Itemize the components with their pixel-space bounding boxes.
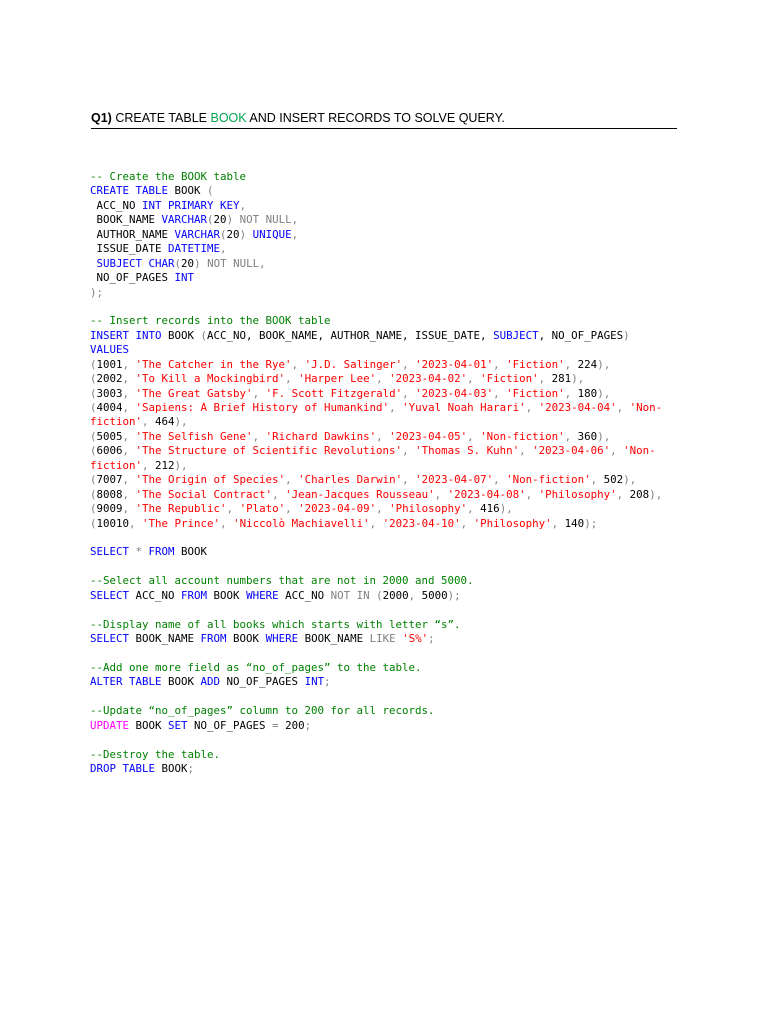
code-line [90,401,690,415]
code-token: 'Plato' [239,502,286,516]
code-line [90,762,690,776]
code-token: 'Sapiens: A Brief History of Humankind' [135,401,390,414]
code-line [90,213,690,227]
code-token: FROM [148,545,175,559]
code-token: BOOK_NAME [129,632,201,645]
code-token: WHERE [246,588,279,602]
code-token: NOT IN ( [330,588,383,602]
code-token: , [239,198,247,212]
code-token: BOOK [207,588,247,602]
code-token: 4004 [96,401,123,414]
code-token: 1001 [96,357,123,371]
code-token: -- Create the BOOK table [90,170,247,183]
code-token: ), [597,357,611,371]
code-token: 360 [577,429,598,443]
code-token: '2023-04-06' [532,444,611,458]
code-token: , [460,516,474,530]
code-token: BOOK [129,718,169,732]
code-token: , [122,487,136,501]
code-token: ACC_NO, BOOK_NAME, AUTHOR_NAME, ISSUE_DATE, [207,328,494,342]
code-token: = [272,718,286,732]
code-token: fiction' [90,415,143,429]
code-token: ( [90,372,97,386]
code-token: 'Fiction' [480,372,539,386]
code-token: 281 [551,372,572,386]
code-token: ACC_NO [278,588,331,602]
code-token: ( [220,227,227,241]
code-token: 5005 [96,429,123,443]
code-token: 'Harper Lee' [298,372,377,386]
code-token: WHERE [265,632,299,645]
code-token: ), [499,502,513,516]
code-line [90,748,690,762]
code-token: '2023-04-09' [298,502,377,516]
code-token: ( [90,444,97,458]
code-token: 180 [577,386,598,400]
code-token: '2023-04-10' [382,516,461,530]
code-line [90,358,690,372]
code-line [90,531,690,545]
code-line [90,545,690,559]
code-line [90,228,690,242]
code-line [90,517,690,531]
code-token: ; [187,761,195,775]
code-token: 10010 [96,516,130,530]
code-token: ; [304,718,312,732]
code-token: 'The Republic' [135,502,227,516]
code-token: , [564,386,578,400]
code-token: fiction' [90,458,143,472]
code-token: , [519,444,533,458]
code-token: VALUES [90,343,130,357]
code-token: ( [90,487,97,501]
code-token: ( [90,386,97,400]
code-token: ISSUE_DATE [90,242,169,256]
code-token: 'F. Scott Fitzgerald' [265,386,403,400]
code-token: DROP TABLE [90,761,156,775]
code-token: ), [174,458,188,472]
code-token: , [564,429,578,443]
code-token: 416 [480,502,500,516]
code-token: , [122,473,136,487]
code-token: FROM [200,632,227,645]
code-token: 'Non- [623,444,656,458]
code-token: --Display name of all books which starts with letter “s”. [90,617,461,631]
code-line [90,430,690,444]
code-token: , [285,473,299,487]
code-token: ( [174,256,182,270]
code-token: UNIQUE [252,227,292,241]
code-token: , [122,429,136,443]
code-token: , [226,502,240,516]
code-line [90,618,690,632]
code-token: , [590,473,604,487]
code-token: ACC_NO [129,588,182,602]
code-token: 'Richard Dawkins' [265,429,377,443]
code-token: 20 [213,213,227,227]
code-token: ( [90,473,97,487]
code-line [90,271,690,285]
code-line [90,488,690,502]
code-line [90,690,690,704]
code-token: 5000 [421,588,448,602]
code-token: 'Jean-Jacques Rousseau' [285,487,435,501]
code-token: ); [584,516,598,530]
code-token: 'Fiction' [506,386,565,400]
code-token: , [389,401,403,414]
code-token: BOOK_NAME [90,213,162,227]
code-token: , [434,487,448,501]
code-token: , [402,386,416,400]
code-token: ( [90,401,97,414]
code-token: INSERT INTO [90,328,162,342]
code-line [90,314,690,328]
code-token: INT [304,675,325,689]
code-token: , [252,429,266,443]
code-token: INT PRIMARY KEY [142,198,240,212]
code-token: ( [90,357,97,371]
code-token: 200 [285,718,305,732]
heading-text-post: AND INSERT RECORDS TO SOLVE QUERY. [246,111,505,125]
code-token: , [142,458,156,472]
code-token: , [616,401,630,414]
code-token: , [220,516,234,530]
code-token: , [122,386,136,400]
question-heading [91,110,677,129]
code-token: BOOK [161,328,201,342]
code-line [90,675,690,689]
code-token: ALTER TABLE [90,675,162,689]
code-token: --Destroy the table. [90,747,221,761]
code-line [90,502,690,516]
code-token: --Select all account numbers that are not in 2000 and 5000. [90,574,474,588]
code-token: ); [447,588,461,602]
code-token: BOOK [174,545,208,559]
code-token: '2023-04-08' [447,487,526,501]
code-token: CREATE TABLE [90,184,169,198]
code-line [90,242,690,256]
code-token: VARCHAR [174,227,221,241]
code-token: , [291,357,305,371]
code-token: ) [623,328,630,342]
code-token: 212 [155,458,175,472]
code-token: 'Fiction' [506,357,565,371]
code-token: '2023-04-02' [389,372,468,386]
code-token: ), [597,429,611,443]
code-token: , [402,444,416,458]
code-token: 2000 [382,588,409,602]
code-token: 502 [603,473,624,487]
code-token: AUTHOR_NAME [90,227,175,241]
code-token: , [122,502,136,516]
code-token: , [122,444,136,458]
code-token: '2023-04-04' [538,401,617,414]
code-token: NO_OF_PAGES [220,675,305,689]
code-token: 20 [181,256,195,270]
code-token: ) NOT NULL, [194,256,266,270]
code-token: 'Non-fiction' [506,473,591,487]
code-line [90,444,690,458]
code-token: 'J.D. Salinger' [304,357,403,371]
code-line [90,661,690,675]
code-token: 'Philosophy' [538,487,617,501]
code-token: ); [90,285,104,299]
code-token: , [493,357,507,371]
code-token: , [493,473,507,487]
code-token: 'To Kill a Mockingbird' [135,372,286,386]
code-token: SELECT [90,545,130,559]
code-token: BOOK [226,632,266,645]
code-token: , [122,401,136,414]
code-line [90,473,690,487]
code-token: BOOK [161,675,201,689]
code-token: 'Yuval Noah Harari' [402,401,526,414]
code-line [90,343,690,357]
code-token: 'Non-fiction' [480,429,565,443]
code-token: 208 [629,487,650,501]
code-token: 9009 [96,502,123,516]
code-token: 'Charles Darwin' [298,473,403,487]
code-line [90,603,690,617]
code-token: ) NOT NULL, [226,213,299,227]
code-token: , [467,429,481,443]
code-token: ( [90,516,97,530]
code-line [90,300,690,314]
code-token: --Add one more field as “no_of_pages” to the table. [90,660,422,674]
code-token: 'Philosophy' [389,502,468,516]
code-token: 20 [226,227,240,241]
code-token: ), [649,487,663,501]
code-token: 'The Great Gatsby' [135,386,253,400]
code-token: , [122,357,136,371]
code-token: 'Thomas S. Kuhn' [415,444,520,458]
code-token: , [376,429,390,443]
code-token: ), [174,415,188,429]
code-token: , [467,372,481,386]
code-token: ; [324,675,331,689]
code-token: ; [428,632,435,645]
code-token: , [402,473,416,487]
code-token: , [564,357,578,371]
code-token: , [493,386,507,400]
code-token: , [291,227,299,241]
code-token: , [252,386,266,400]
code-token: SET [168,718,188,732]
code-token: VARCHAR [161,213,208,227]
code-token: SUBJECT CHAR [96,256,175,270]
code-token: SELECT [90,632,130,645]
code-line [90,286,690,300]
code-line [90,560,690,574]
code-token: 'The Structure of Scientific Revolutions' [135,444,403,458]
code-token: , [272,487,286,501]
code-token: , [129,516,143,530]
code-token: --Update “no_of_pages” column to 200 for all records. [90,704,435,718]
code-token: 2002 [96,372,123,386]
code-line [90,170,690,184]
code-token: * [129,545,149,559]
code-token: SELECT [90,588,130,602]
code-token: 'The Prince' [142,516,221,530]
code-token: , [610,444,624,458]
code-token: BOOK [168,184,208,198]
code-token: , [551,516,565,530]
code-line [90,646,690,660]
code-line [90,184,690,198]
code-token: ACC_NO [90,198,143,212]
code-token: FROM [181,588,208,602]
code-line [90,704,690,718]
code-line [90,372,690,386]
code-token: ( [90,429,97,443]
code-line [90,199,690,213]
code-token: 3003 [96,386,123,400]
code-token: , [369,516,383,530]
code-token: 'Niccolò Machiavelli' [233,516,370,530]
code-token: SUBJECT [493,328,539,342]
question-number: Q1) [91,111,112,125]
code-token: NO_OF_PAGES [90,271,175,285]
code-token: , [376,372,390,386]
code-token: , [122,372,136,386]
code-token: , [220,242,227,256]
code-token: 464 [155,415,175,429]
code-token: UPDATE [90,718,130,732]
code-token: '2023-04-03' [415,386,494,400]
heading-text-pre: CREATE TABLE [111,111,211,125]
code-token: , [285,502,299,516]
code-line [90,632,690,646]
code-token: 'The Origin of Species' [135,473,286,487]
code-token: , [402,357,416,371]
code-token: , [525,401,539,414]
code-token: ( [207,184,214,198]
code-token: 7007 [96,473,123,487]
code-token: 'The Catcher in the Rye' [135,357,292,371]
code-line [90,574,690,588]
code-token: 224 [577,357,598,371]
code-line [90,387,690,401]
code-token: , [538,372,552,386]
code-token: ), [597,386,611,400]
code-token: '2023-04-01' [415,357,494,371]
code-token: '2023-04-07' [415,473,494,487]
code-token: , NO_OF_PAGES [538,328,624,342]
code-token: , [142,415,156,429]
code-token: INT [174,271,195,285]
code-line [90,589,690,603]
code-token: ( [207,213,214,227]
code-line [90,257,690,271]
code-line [90,415,690,429]
code-token: , [525,487,539,501]
code-token: , [376,502,390,516]
code-token: , [285,372,299,386]
code-token: 8008 [96,487,123,501]
code-token: ) [239,227,253,241]
code-token: LIKE [369,632,403,645]
code-token: 'S%' [402,632,429,645]
code-token: ), [623,473,637,487]
code-token: ( [200,328,208,342]
code-line [90,329,690,343]
code-token: , [616,487,630,501]
code-token: BOOK_NAME [298,632,370,645]
code-token: DATETIME [168,242,221,256]
code-token: ( [90,502,97,516]
code-token: 'Philosophy' [473,516,552,530]
code-token: BOOK [155,761,188,775]
code-token: 6006 [96,444,123,458]
code-token: 'The Selfish Gene' [135,429,253,443]
code-token: '2023-04-05' [389,429,468,443]
code-token: ADD [200,675,221,689]
code-token: 'The Social Contract' [135,487,273,501]
code-token: 140 [564,516,585,530]
code-token: -- Insert records into the BOOK table [90,314,331,328]
code-token: NO_OF_PAGES [187,718,273,732]
sql-code-block [90,170,690,776]
code-token: ), [571,372,585,386]
code-token: 'Non- [629,401,663,414]
code-line [90,459,690,473]
code-line [90,719,690,733]
code-token: , [408,588,422,602]
code-token: , [467,502,481,516]
code-line [90,733,690,747]
heading-highlight: BOOK [210,111,247,125]
